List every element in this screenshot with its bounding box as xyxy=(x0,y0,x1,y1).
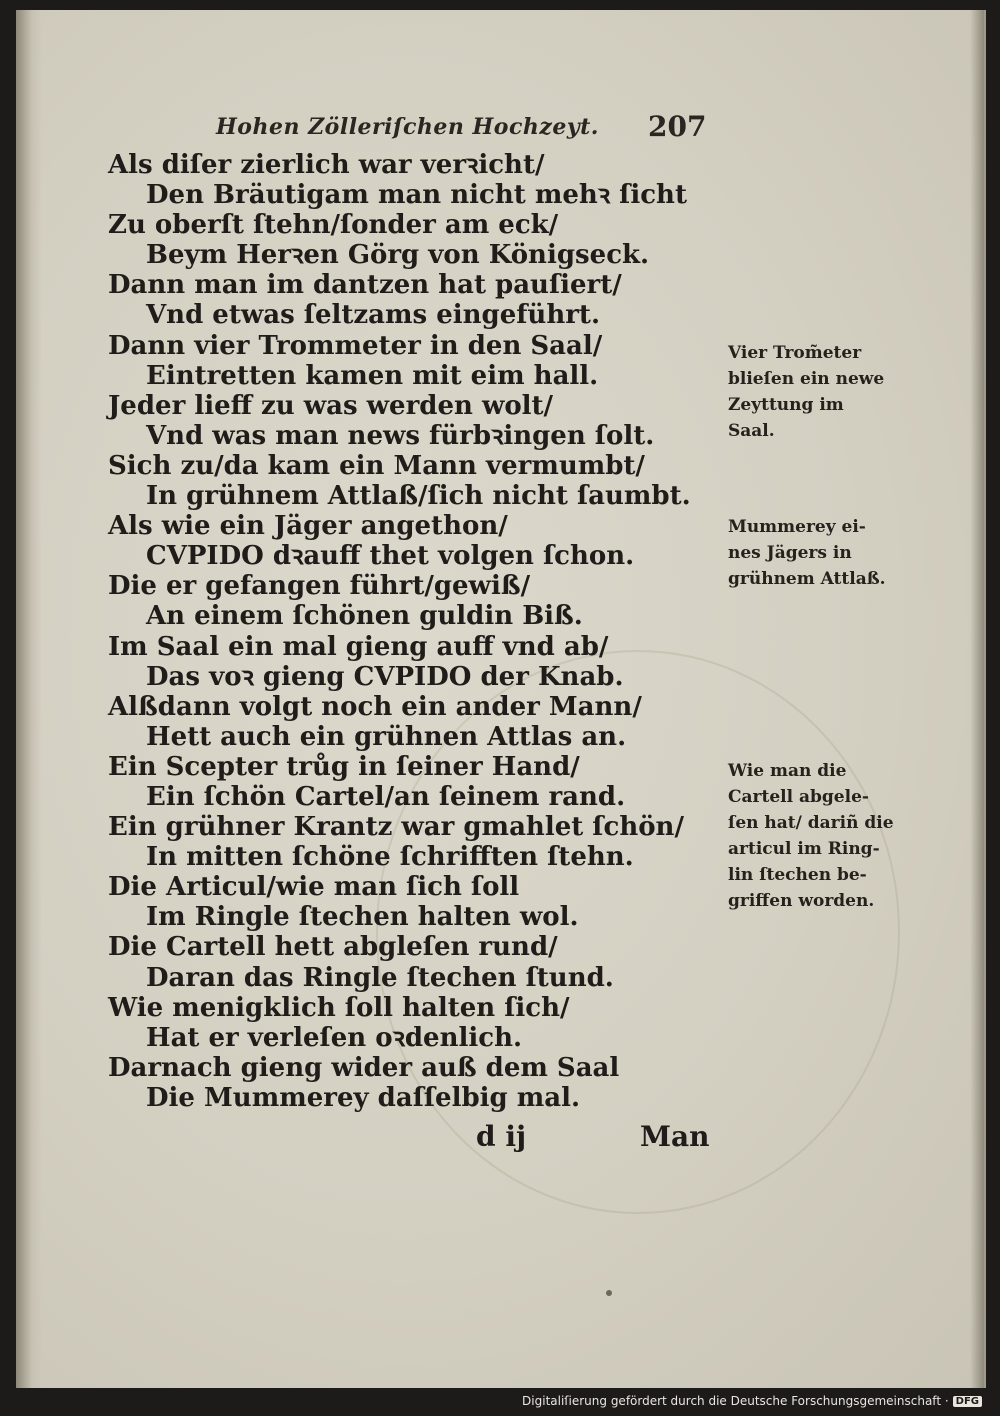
margin-note-line: grühnem Attlaß. xyxy=(728,569,886,589)
verse-line: Eintretten kamen mit eim hall. xyxy=(146,360,599,391)
verse-line: Das voꝛ gieng CVPIDO der Knab. xyxy=(146,661,624,692)
verse-line: Darnach gieng wider auß dem Saal xyxy=(108,1052,620,1083)
ink-speck xyxy=(606,1290,612,1296)
margin-note-line: ſen hat/ dariñ die xyxy=(728,813,894,833)
verse-line: Im Saal ein mal gieng auff vnd ab/ xyxy=(108,631,609,662)
footer-credit-text: Digitaliſierung gefördert durch die Deutsche Forschungsgemeinschaft · xyxy=(522,1394,949,1408)
verse-line: Wie menigklich ſoll halten ſich/ xyxy=(108,992,570,1023)
verse-line: Ein Scepter trůg in ſeiner Hand/ xyxy=(108,751,580,782)
verse-line: In mitten ſchöne ſchrifften ſtehn. xyxy=(146,842,634,873)
margin-note-line: Cartell abgele- xyxy=(728,787,869,807)
dfg-logo-icon: DFG xyxy=(953,1396,982,1407)
verse-line: Die Cartell hett abgleſen rund/ xyxy=(108,932,558,963)
margin-note-line: articul im Ring- xyxy=(728,839,880,859)
margin-note-line: lin ſtechen be- xyxy=(728,865,867,885)
catchword: Man xyxy=(640,1120,710,1153)
verse-line: Vnd was man news fürbꝛingen ſolt. xyxy=(146,420,655,451)
verse-line: CVPIDO dꝛauff thet volgen ſchon. xyxy=(146,541,635,572)
verse-line: Zu oberſt ſtehn/ſonder am eck/ xyxy=(108,210,559,241)
verse-line: Im Ringle ſtechen halten wol. xyxy=(146,902,579,933)
margin-note-line: Wie man die xyxy=(728,761,847,781)
page-edge-shadow xyxy=(970,10,984,1388)
verse-line: An einem ſchönen guldin Biß. xyxy=(146,601,583,632)
margin-note-line: nes Jägers in xyxy=(728,543,852,563)
verse-line: Den Bräutigam man nicht mehꝛ ſicht xyxy=(146,180,687,211)
verse-line: Dann man im dantzen hat pauſiert/ xyxy=(108,270,622,301)
verse-line: Beym Herꝛen Görg von Königseck. xyxy=(146,240,650,271)
margin-note-2 xyxy=(728,514,918,592)
margin-note-line: griffen worden. xyxy=(728,891,875,911)
verse-text xyxy=(108,150,691,1113)
verse-line: Ein ſchön Cartel/an ſeinem rand. xyxy=(146,781,626,812)
margin-note-line: Zeyttung im xyxy=(728,395,844,415)
page-gutter-shadow xyxy=(16,10,42,1388)
verse-line: Die Mummerey daſſelbig mal. xyxy=(146,1082,581,1113)
verse-line: Sich zu/da kam ein Mann vermumbt/ xyxy=(108,450,645,481)
digitization-footer xyxy=(522,1394,982,1408)
verse-line: Als wie ein Jäger angethon/ xyxy=(108,511,508,542)
verse-line: Dann vier Trommeter in den Saal/ xyxy=(108,330,603,361)
verse-line: Die Articul/wie man ſich ſoll xyxy=(108,872,520,903)
running-title: Hohen Zölleriſchen Hochzeyt. xyxy=(216,114,599,140)
verse-line: Jeder lieff zu was werden wolt/ xyxy=(108,390,554,421)
margin-note-1 xyxy=(728,340,918,444)
verse-line: Hat er verleſen oꝛdenlich. xyxy=(146,1022,523,1053)
verse-line: In grühnem Attlaß/ſich nicht ſaumbt. xyxy=(146,481,691,512)
page-number: 207 xyxy=(648,110,707,143)
margin-note-line: Mummerey ei- xyxy=(728,517,866,537)
margin-note-line: Vier Trom̃eter xyxy=(728,343,862,363)
verse-line: Daran das Ringle ſtechen ſtund. xyxy=(146,962,614,993)
verse-line: Alßdann volgt noch ein ander Mann/ xyxy=(108,691,642,722)
verse-line: Vnd etwas ſeltzams eingeführt. xyxy=(146,300,600,331)
book-page xyxy=(16,10,986,1388)
verse-line: Ein grühner Krantz war gmahlet ſchön/ xyxy=(108,812,684,843)
margin-note-line: blieſen ein newe xyxy=(728,369,885,389)
verse-line: Hett auch ein grühnen Attlas an. xyxy=(146,721,627,752)
margin-note-3 xyxy=(728,758,918,914)
margin-note-line: Saal. xyxy=(728,421,775,441)
verse-line: Die er gefangen führt/gewiß/ xyxy=(108,571,531,602)
verse-line: Als diſer zierlich war verꝛicht/ xyxy=(108,150,545,180)
signature-mark: d ij xyxy=(476,1120,527,1153)
